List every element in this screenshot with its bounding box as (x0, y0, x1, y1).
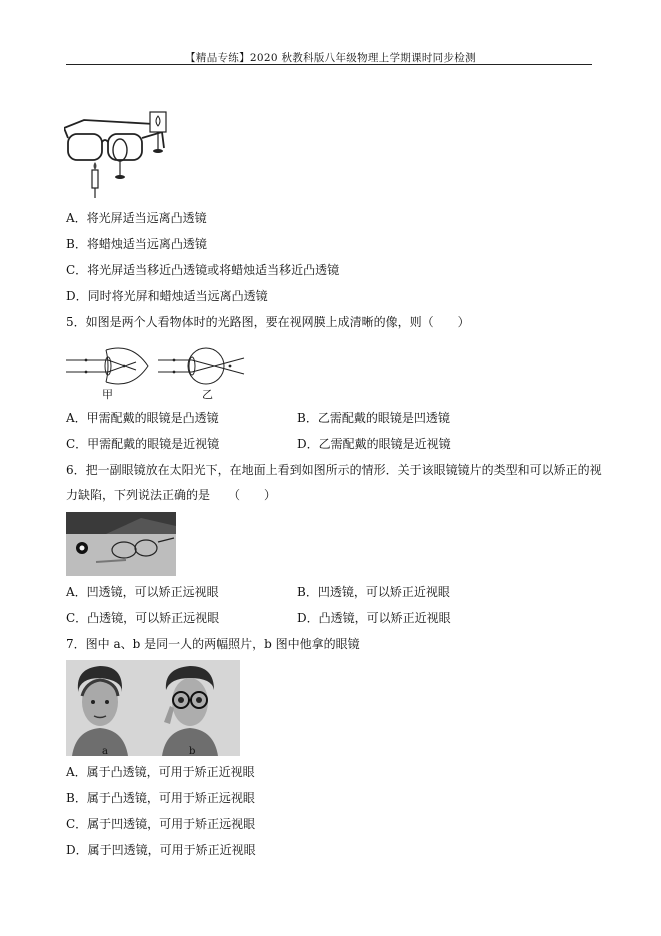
q4-option-d[interactable]: D．同时将光屏和蜡烛适当远离凸透镜 (66, 289, 268, 303)
q5-stem: 5．如图是两个人看物体时的光路图，要在视网膜上成清晰的像，则（ ） (66, 315, 470, 329)
q5-option-d[interactable]: D．乙需配戴的眼镜是近视镜 (297, 437, 451, 451)
q6-stem-line-2: 力缺陷，下列说法正确的是 （ ） (66, 488, 277, 502)
q7-option-a[interactable]: A．属于凸透镜，可用于矫正近视眼 (66, 765, 255, 779)
q5-option-c[interactable]: C．甲需配戴的眼镜是近视镜 (66, 437, 220, 451)
q7-option-b[interactable]: B．属于凸透镜，可用于矫正远视眼 (66, 791, 255, 805)
eye-ray-diagram-figure (66, 340, 246, 404)
q6-option-a[interactable]: A．凹透镜，可以矫正远视眼 (66, 585, 219, 599)
glasses-sunlight-photo (66, 512, 176, 576)
q7-option-c[interactable]: C．属于凹透镜，可用于矫正远视眼 (66, 817, 256, 831)
photo-label-a: a (102, 746, 108, 757)
q7-option-d[interactable]: D．属于凹透镜，可用于矫正近视眼 (66, 843, 256, 857)
q5-option-a[interactable]: A．甲需配戴的眼镜是凸透镜 (66, 411, 219, 425)
q6-option-d[interactable]: D．凸透镜，可以矫正近视眼 (297, 611, 451, 625)
header-divider (66, 64, 592, 65)
photo-label-b: b (189, 746, 196, 757)
q6-option-b[interactable]: B．凹透镜，可以矫正近视眼 (297, 585, 450, 599)
q7-stem: 7．图中 a、b 是同一人的两幅照片，b 图中他拿的眼镜 (66, 637, 360, 651)
q5-option-b[interactable]: B．乙需配戴的眼镜是凹透镜 (297, 411, 450, 425)
q4-option-c[interactable]: C．将光屏适当移近凸透镜或将蜡烛适当移近凸透镜 (66, 263, 340, 277)
q4-option-a[interactable]: A．将光屏适当远离凸透镜 (66, 211, 207, 225)
q4-option-b[interactable]: B．将蜡烛适当远离凸透镜 (66, 237, 207, 251)
q6-stem-line-1: 6．把一副眼镜放在太阳光下，在地面上看到如图所示的情形．关于该眼镜镜片的类型和可以矫正的视 (66, 463, 602, 477)
page-header: 【精品专练】2020 秋教科版八年级物理上学期课时同步检测 (185, 52, 476, 64)
q6-option-c[interactable]: C．凸透镜，可以矫正远视眼 (66, 611, 220, 625)
glasses-candle-lens-figure (64, 110, 176, 200)
figure-label-jia: 甲 (102, 388, 113, 401)
figure-label-yi: 乙 (202, 388, 213, 401)
two-photos-figure (66, 660, 240, 756)
